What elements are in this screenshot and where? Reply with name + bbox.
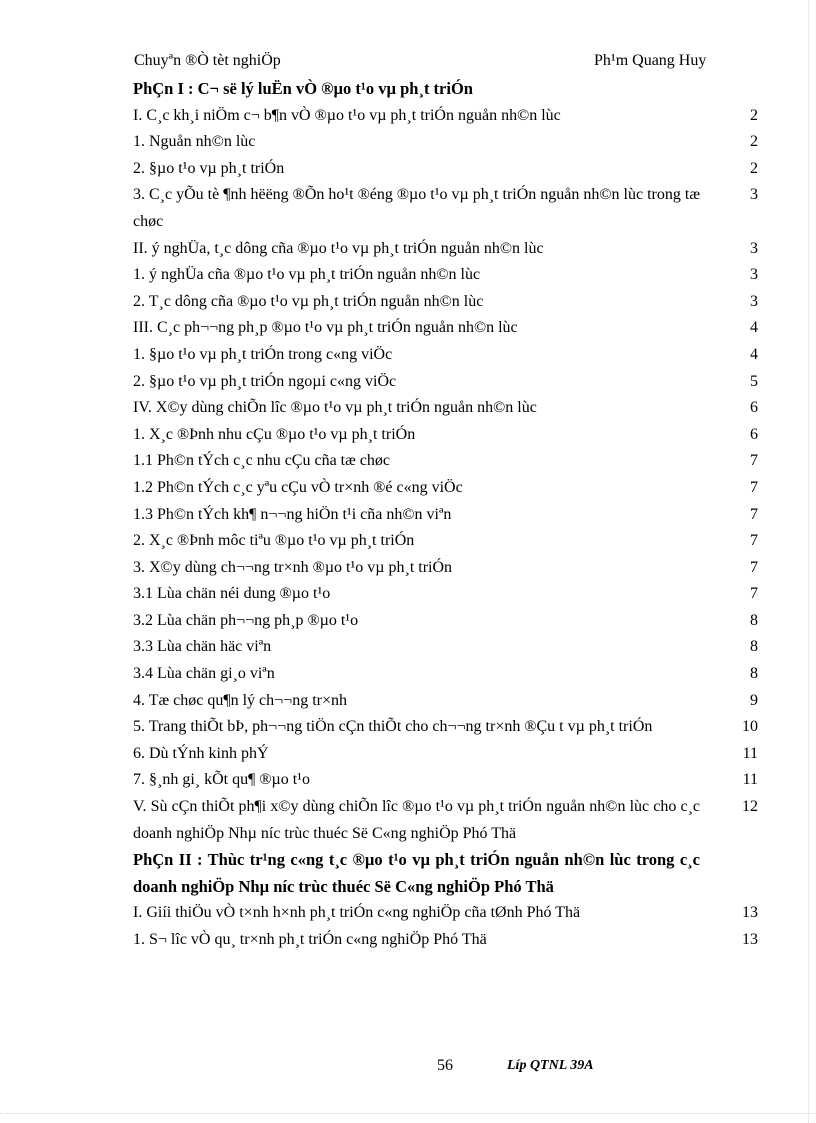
toc-entry bbox=[133, 927, 758, 954]
toc-entry bbox=[133, 634, 758, 661]
page-edge-horizontal bbox=[0, 1113, 816, 1114]
toc-entry-text: III. C¸c ph¬¬ng ph¸p ®µo t¹o vµ ph¸t triÓn nguån nh©n lùc bbox=[133, 319, 518, 337]
toc-entry-text: 1. X¸c ®Þnh nhu cÇu ®µo t¹o vµ ph¸t triÓn bbox=[133, 425, 416, 443]
page-number: 56 bbox=[437, 1057, 453, 1074]
table-of-contents bbox=[133, 76, 758, 954]
toc-entry-text: 3. X©y dùng ch¬¬ng tr×nh ®µo t¹o vµ ph¸t triÓn bbox=[133, 558, 453, 576]
toc-entry-text: 1.3 Ph©n tÝch kh¶ n¬¬ng hiÖn t¹i cña nh©n viªn bbox=[133, 505, 452, 523]
toc-entry-text: I. Giíi thiÖu vÒ t×nh h×nh ph¸t triÓn c«ng nghiÖp cña tØnh Phó Thä bbox=[133, 904, 581, 922]
toc-entry bbox=[133, 794, 758, 847]
toc-entry-page: 3 bbox=[750, 292, 758, 310]
toc-entry bbox=[133, 129, 758, 156]
page-edge-vertical bbox=[808, 0, 809, 1123]
toc-entry-page: 9 bbox=[750, 691, 758, 709]
toc-entry-text: 2. T¸c dông cña ®µo t¹o vµ ph¸t triÓn nguån nh©n lùc bbox=[133, 292, 484, 310]
toc-entry bbox=[133, 369, 758, 396]
toc-entry bbox=[133, 714, 758, 741]
toc-entry-text: 3.3 Lùa chän häc viªn bbox=[133, 638, 272, 656]
toc-entry-page: 4 bbox=[750, 319, 758, 337]
toc-entry-text: 1.2 Ph©n tÝch c¸c yªu cÇu vÒ tr×nh ®é c«ng viÖc bbox=[133, 478, 463, 496]
toc-entry-text: 6. Dù tÝnh kinh phÝ bbox=[133, 744, 269, 762]
toc-entry-text: PhÇn I : C¬ së lý luËn vÒ ®µo t¹o vµ ph¸t triÓn bbox=[133, 79, 473, 98]
toc-entry-text: 1.1 Ph©n tÝch c¸c nhu cÇu cña tæ chøc bbox=[133, 452, 390, 470]
toc-entry bbox=[133, 262, 758, 289]
toc-entry bbox=[133, 767, 758, 794]
toc-entry-text: 1. §µo t¹o vµ ph¸t triÓn trong c«ng viÖc bbox=[133, 345, 393, 363]
toc-entry bbox=[133, 555, 758, 582]
toc-entry-page: 8 bbox=[750, 611, 758, 629]
toc-entry-page: 7 bbox=[750, 558, 758, 576]
toc-entry-text: 2. §µo t¹o vµ ph¸t triÓn bbox=[133, 159, 285, 177]
toc-entry-text: 3.4 Lùa chän gi¸o viªn bbox=[133, 665, 275, 683]
toc-entry bbox=[133, 661, 758, 688]
toc-entry-text: 1. Nguån nh©n lùc bbox=[133, 133, 256, 151]
toc-entry-text: 3.2 Lùa chän ph¬¬ng ph¸p ®µo t¹o bbox=[133, 611, 359, 629]
toc-entry-page: 7 bbox=[750, 452, 758, 470]
toc-entry-page: 5 bbox=[750, 372, 758, 390]
toc-entry bbox=[133, 528, 758, 555]
toc-entry bbox=[133, 741, 758, 768]
toc-entry bbox=[133, 448, 758, 475]
toc-entry-text: 4. Tæ chøc qu¶n lý ch¬¬ng tr×nh bbox=[133, 691, 347, 709]
toc-entry-page: 3 bbox=[750, 266, 758, 284]
toc-entry bbox=[133, 236, 758, 263]
toc-entry bbox=[133, 608, 758, 635]
toc-entry-page: 7 bbox=[750, 532, 758, 550]
toc-entry-page: 7 bbox=[750, 585, 758, 603]
toc-entry-text: 2. X¸c ®Þnh môc tiªu ®µo t¹o vµ ph¸t triÓn bbox=[133, 532, 415, 550]
header-left: Chuyªn ®Ò tèt nghiÖp bbox=[134, 52, 281, 69]
toc-entry-page: 13 bbox=[742, 904, 758, 922]
toc-entry-page: 2 bbox=[750, 133, 758, 151]
toc-entry bbox=[133, 502, 758, 529]
toc-entry-text: IV. X©y dùng chiÕn lîc ®µo t¹o vµ ph¸t triÓn nguån nh©n lùc bbox=[133, 399, 537, 417]
toc-entry bbox=[133, 103, 758, 130]
class-label: Líp QTNL 39A bbox=[507, 1058, 594, 1073]
toc-entry-text: 5. Trang thiÕt bÞ, ph¬¬ng tiÖn cÇn thiÕt cho ch¬¬ng tr×nh ®Çu t vµ ph¸t triÓn bbox=[133, 718, 653, 736]
toc-entry-page: 11 bbox=[742, 744, 758, 762]
toc-entry-page: 2 bbox=[750, 159, 758, 177]
toc-entry bbox=[133, 342, 758, 369]
toc-entry bbox=[133, 475, 758, 502]
toc-part-heading bbox=[133, 847, 758, 900]
toc-entry-text: 3.1 Lùa chän néi dung ®µo t¹o bbox=[133, 585, 331, 603]
toc-entry-text: 7. §¸nh gi¸ kÕt qu¶ ®µo t¹o bbox=[133, 771, 310, 789]
toc-entry bbox=[133, 688, 758, 715]
toc-entry-page: 12 bbox=[742, 798, 758, 816]
toc-entry-page: 7 bbox=[750, 505, 758, 523]
toc-entry-text: II. ý nghÜa, t¸c dông cña ®µo t¹o vµ ph¸t triÓn nguån nh©n lùc bbox=[133, 239, 544, 257]
toc-entry-page: 10 bbox=[742, 718, 758, 736]
toc-entry-page: 3 bbox=[750, 186, 758, 204]
toc-entry-text: I. C¸c kh¸i niÖm c¬ b¶n vÒ ®µo t¹o vµ ph¸t triÓn nguån nh©n lùc bbox=[133, 106, 561, 124]
toc-entry bbox=[133, 289, 758, 316]
toc-entry bbox=[133, 182, 758, 235]
toc-entry bbox=[133, 900, 758, 927]
toc-entry-page: 7 bbox=[750, 478, 758, 496]
header-right: Ph¹m Quang Huy bbox=[594, 52, 707, 69]
toc-entry-page: 2 bbox=[750, 106, 758, 124]
toc-part-heading bbox=[133, 76, 758, 103]
toc-entry bbox=[133, 315, 758, 342]
toc-entry-text: PhÇn II : Thùc tr¹ng c«ng t¸c ®µo t¹o vµ ph¸t triÓn nguån nh©n lùc trong c¸c doanh nghiÖp Nhµ níc trùc thuéc Së C«ng nghiÖp Phó Thä bbox=[133, 850, 700, 896]
toc-entry-page: 8 bbox=[750, 638, 758, 656]
toc-entry-page: 4 bbox=[750, 345, 758, 363]
toc-entry-page: 11 bbox=[742, 771, 758, 789]
toc-entry bbox=[133, 422, 758, 449]
toc-entry-page: 6 bbox=[750, 399, 758, 417]
toc-entry-text: 2. §µo t¹o vµ ph¸t triÓn ngoµi c«ng viÖc bbox=[133, 372, 397, 390]
toc-entry bbox=[133, 395, 758, 422]
toc-entry-text: 1. S¬ lîc vÒ qu¸ tr×nh ph¸t triÓn c«ng nghiÖp Phó Thä bbox=[133, 931, 487, 948]
toc-entry bbox=[133, 156, 758, 183]
toc-entry-text: 1. ý nghÜa cña ®µo t¹o vµ ph¸t triÓn nguån nh©n lùc bbox=[133, 266, 481, 284]
toc-entry-page: 3 bbox=[750, 239, 758, 257]
toc-entry-page: 13 bbox=[742, 931, 758, 948]
toc-entry-text: V. Sù cÇn thiÕt ph¶i x©y dùng chiÕn lîc ®µo t¹o vµ ph¸t triÓn nguån nh©n lùc cho c¸c doanh nghiÖp Nhµ níc trùc thuéc Së C«ng nghiÖp Phó Thä bbox=[133, 798, 700, 842]
toc-entry-page: 6 bbox=[750, 425, 758, 443]
toc-entry-text: 3. C¸c yÕu tè ¶nh hëëng ®Õn ho¹t ®éng ®µo t¹o vµ ph¸t triÓn nguån nh©n lùc trong tæ chøc bbox=[133, 186, 700, 230]
toc-entry-page: 8 bbox=[750, 665, 758, 683]
toc-entry bbox=[133, 581, 758, 608]
